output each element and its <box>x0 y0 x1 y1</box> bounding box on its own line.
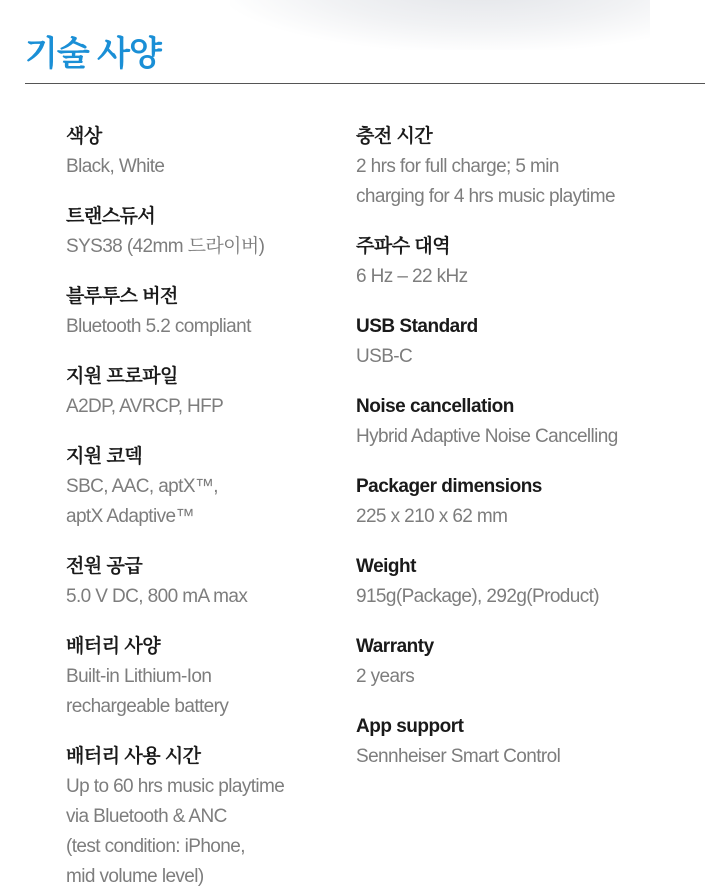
spec-value: 2 years <box>356 666 415 687</box>
spec-label: 배터리 사용 시간 <box>66 746 201 767</box>
spec-column-left <box>66 124 336 887</box>
spec-item-warranty <box>356 634 676 692</box>
spec-value: Black, White <box>66 156 165 177</box>
spec-value: Sennheiser Smart Control <box>356 746 561 767</box>
spec-value: 225 x 210 x 62 mm <box>356 506 508 527</box>
spec-label: 색상 <box>66 126 102 147</box>
spec-column-right <box>356 124 676 794</box>
spec-label: Packager dimensions <box>356 476 542 497</box>
spec-value: 5.0 V DC, 800 mA max <box>66 586 248 607</box>
spec-item-frequency-range <box>356 234 676 292</box>
spec-item-profiles <box>66 364 336 422</box>
spec-label: 배터리 사양 <box>66 636 161 657</box>
spec-item-battery-spec <box>66 634 336 722</box>
spec-item-power-supply <box>66 554 336 612</box>
title-divider <box>25 83 705 84</box>
spec-value: 915g(Package), 292g(Product) <box>356 586 600 607</box>
spec-value: Up to 60 hrs music playtime via Bluetooth & ANC (test condition: iPhone, mid volume level) <box>66 776 285 887</box>
spec-value: A2DP, AVRCP, HFP <box>66 396 224 417</box>
spec-item-noise-cancellation <box>356 394 676 452</box>
spec-label: Warranty <box>356 636 434 657</box>
spec-item-bluetooth-version <box>66 284 336 342</box>
spec-value: Built-in Lithium-Ion rechargeable battery <box>66 666 229 717</box>
spec-item-package-dimensions <box>356 474 676 532</box>
spec-item-battery-life <box>66 744 336 887</box>
spec-label: 충전 시간 <box>356 126 433 147</box>
spec-item-codecs <box>66 444 336 532</box>
spec-value: SYS38 (42mm 드라이버) <box>66 236 265 257</box>
spec-label: 지원 코덱 <box>66 446 143 467</box>
spec-item-app-support <box>356 714 676 772</box>
page-title: 기술 사양 <box>25 35 161 73</box>
spec-value: SBC, AAC, aptX™, aptX Adaptive™ <box>66 476 218 527</box>
spec-label: 주파수 대역 <box>356 236 451 257</box>
spec-value: 2 hrs for full charge; 5 min charging for 4 hrs music playtime <box>356 156 615 207</box>
spec-item-charging-time <box>356 124 676 212</box>
header-product-image-fragment <box>230 0 650 50</box>
spec-value: Bluetooth 5.2 compliant <box>66 316 251 337</box>
spec-item-usb-standard <box>356 314 676 372</box>
spec-label: 트랜스듀서 <box>66 206 156 227</box>
spec-label: Weight <box>356 556 416 577</box>
spec-value: USB-C <box>356 346 413 367</box>
spec-value: 6 Hz – 22 kHz <box>356 266 468 287</box>
spec-value: Hybrid Adaptive Noise Cancelling <box>356 426 618 447</box>
spec-label: 블루투스 버전 <box>66 286 178 307</box>
spec-item-transducer <box>66 204 336 262</box>
spec-item-color <box>66 124 336 182</box>
spec-label: 지원 프로파일 <box>66 366 178 387</box>
spec-label: App support <box>356 716 464 737</box>
spec-label: 전원 공급 <box>66 556 143 577</box>
spec-label: USB Standard <box>356 316 478 337</box>
spec-label: Noise cancellation <box>356 396 514 417</box>
spec-item-weight <box>356 554 676 612</box>
